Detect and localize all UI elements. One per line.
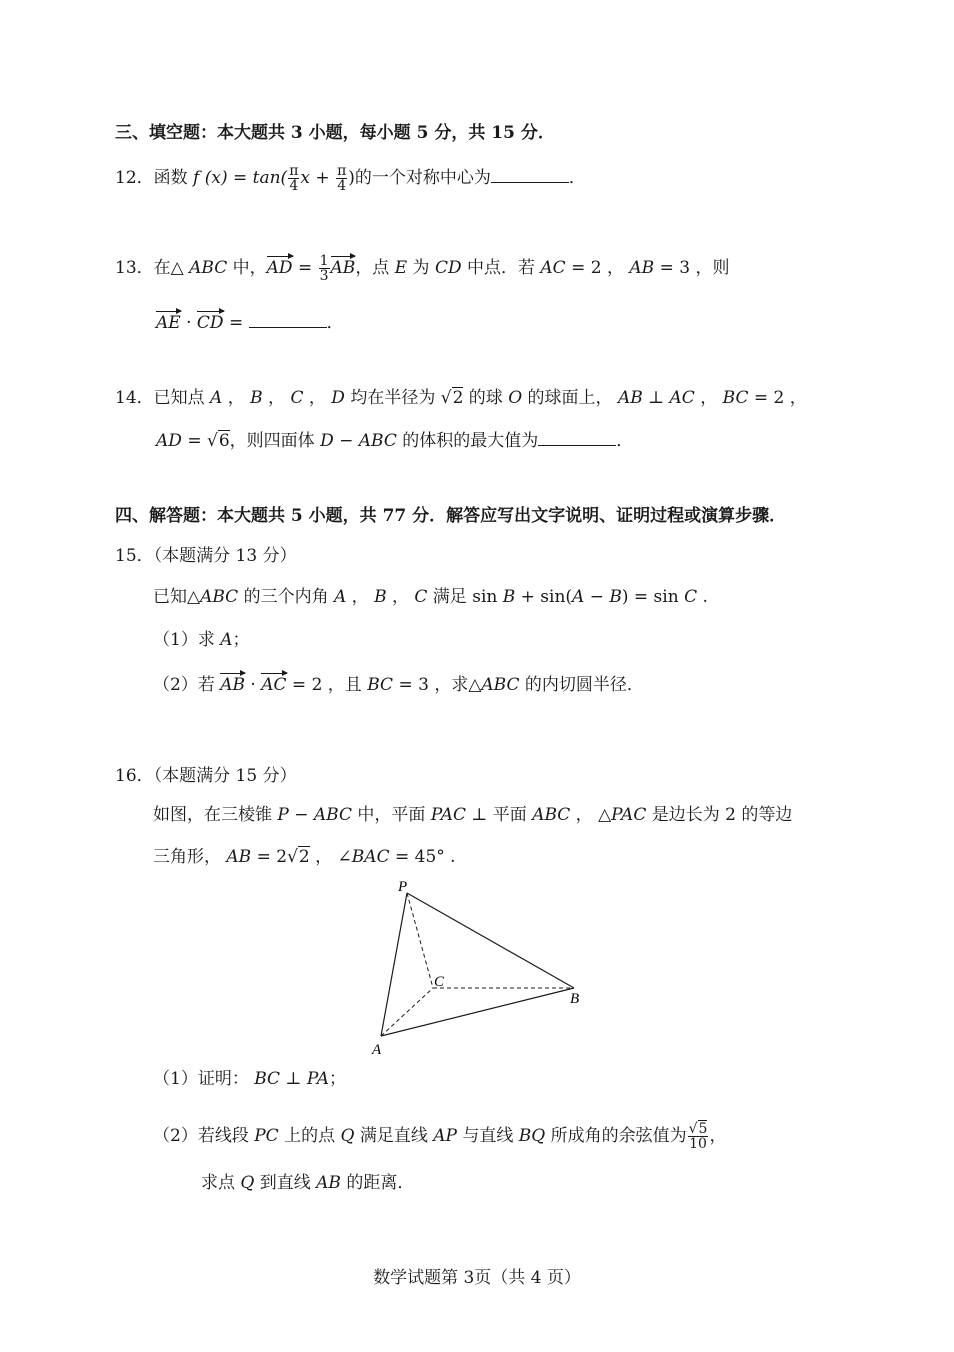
- vector-ab: AB: [220, 675, 246, 695]
- edge-pb: [407, 893, 574, 988]
- q16-part2-line2: 求点 Q 到直线 AB 的距离．: [201, 1173, 415, 1193]
- q15-part2: （2）若 AB · AC = 2 ，且 BC = 3 ，求△ABC 的内切圆半径．: [153, 675, 644, 695]
- q16-part1: （1）证明： BC ⊥ PA；: [153, 1069, 346, 1089]
- frac-sqrt5-10: $\frac{√5}{10}$: [688, 1121, 708, 1152]
- label-c: C: [434, 974, 445, 990]
- answer-blank: [491, 168, 569, 183]
- answer-blank: [249, 313, 327, 328]
- label-p: P: [398, 879, 408, 895]
- q14-line2: AD = √6，则四面体 D − ABC 的体积的最大值为 ．: [156, 431, 634, 451]
- edge-ab: [381, 988, 574, 1036]
- pyramid-diagram: [360, 876, 600, 1062]
- vector-ae: AE: [156, 313, 181, 333]
- q15-header: 15．（本题满分 13 分）: [115, 546, 297, 566]
- label-b: B: [570, 991, 580, 1007]
- section3-title: 三、填空题：本大题共 3 小题，每小题 5 分，共 15 分．: [115, 123, 555, 143]
- vector-ad: AD: [266, 258, 293, 278]
- frac-pi-4-b: $\frac{\pi}{4}$: [337, 163, 347, 194]
- q12: 12．函数 f (x) = tan( $\frac{\pi}{4}$ x + $\frac{\pi}{4}$ )的一个对称中心为 ．: [115, 163, 586, 194]
- vector-cd: CD: [196, 313, 224, 333]
- section4-title: 四、解答题：本大题共 5 小题，共 77 分．解答应写出文字说明、证明过程或演算步骤．: [115, 506, 787, 526]
- q14-line1: 14．已知点 A ， B ， C ， D 均在半径为 √2 的球 O 的球面上， AB ⊥ AC ， BC = 2 ，: [115, 388, 807, 408]
- label-a: A: [372, 1042, 382, 1058]
- q16-part2: （2）若线段 PC 上的点 Q 满足直线 AP 与直线 BQ 所成角的余弦值为 $\frac{√5}{10}$ ，: [153, 1121, 727, 1152]
- frac-1-3: $\frac{1}{3}$: [319, 253, 329, 284]
- vector-ab: AB: [330, 258, 356, 278]
- q16-header: 16．（本题满分 15 分）: [115, 766, 297, 786]
- answer-blank: [538, 431, 616, 446]
- vector-ac: AC: [261, 675, 287, 695]
- q15-statement: 已知△ABC 的三个内角 A ， B ， C 满足 sin B + sin(A − B) = sin C .: [153, 587, 708, 607]
- q16-statement-line2: 三角形， AB = 2√2 ， ∠BAC = 45° .: [153, 847, 456, 867]
- q15-part1: （1）求 A；: [153, 630, 250, 650]
- frac-pi-4: $\frac{\pi}{4}$: [289, 163, 299, 194]
- edge-pa: [381, 893, 407, 1036]
- q13-line1: 13．在△ ABC 中，AD = $\frac{1}{3}$ AB，点 E 为 CD 中点．若 AC = 2 ， AB = 3 ，则: [115, 253, 730, 284]
- page-footer: 数学试题第 3页（共 4 页）: [373, 1268, 581, 1288]
- q13-line2: AE · CD = ．: [156, 313, 344, 333]
- edge-pc: [407, 893, 433, 988]
- q16-statement-line1: 如图，在三棱锥 P − ABC 中，平面 PAC ⊥ 平面 ABC ， △PAC 是边长为 2 的等边: [153, 805, 793, 825]
